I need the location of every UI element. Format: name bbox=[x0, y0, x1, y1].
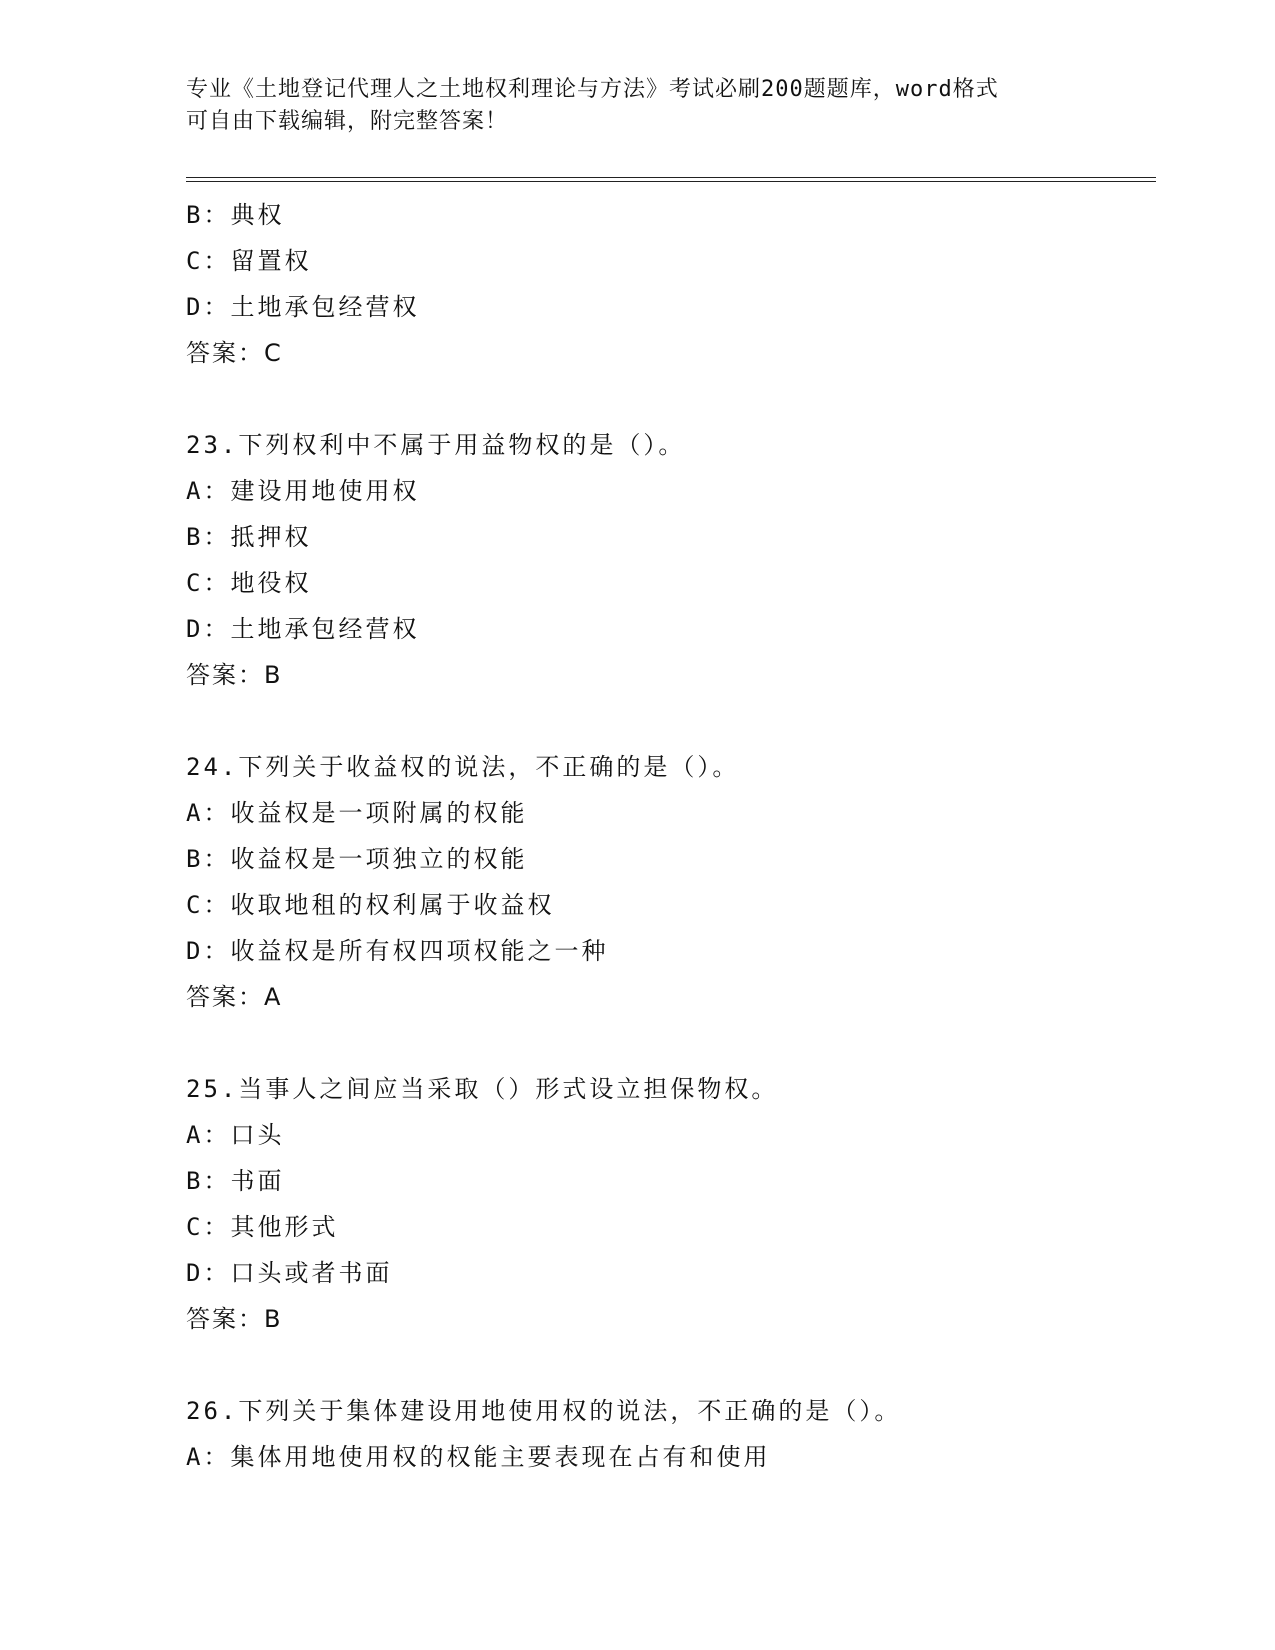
header-divider-bottom bbox=[186, 181, 1156, 182]
question-block-26 bbox=[186, 1388, 1156, 1480]
option-c: C：留置权 bbox=[186, 247, 312, 275]
option-b: B：书面 bbox=[186, 1167, 285, 1195]
option-b: B：收益权是一项独立的权能 bbox=[186, 845, 528, 873]
header-line-1: 专业《土地登记代理人之土地权利理论与方法》考试必刷200题题库，word格式 bbox=[186, 77, 999, 102]
header-divider-top bbox=[186, 177, 1156, 178]
option-c: C：地役权 bbox=[186, 569, 312, 597]
question-stem: 23.下列权利中不属于用益物权的是（）。 bbox=[186, 431, 686, 459]
question-list bbox=[186, 192, 1156, 1480]
option-d: D：收益权是所有权四项权能之一种 bbox=[186, 937, 609, 965]
answer-line: 答案：A bbox=[186, 983, 283, 1011]
answer-line: 答案：B bbox=[186, 661, 283, 689]
question-block-24 bbox=[186, 744, 1156, 1020]
option-c: C：收取地租的权利属于收益权 bbox=[186, 891, 555, 919]
answer-line: 答案：B bbox=[186, 1305, 283, 1333]
option-c: C：其他形式 bbox=[186, 1213, 339, 1241]
option-d: D：土地承包经营权 bbox=[186, 293, 420, 321]
option-b: B：抵押权 bbox=[186, 523, 312, 551]
question-block-23 bbox=[186, 422, 1156, 698]
question-block-25 bbox=[186, 1066, 1156, 1342]
option-b: B：典权 bbox=[186, 201, 285, 229]
header-line-2: 可自由下载编辑，附完整答案！ bbox=[186, 109, 509, 134]
option-a: A：建设用地使用权 bbox=[186, 477, 420, 505]
option-a: A：集体用地使用权的权能主要表现在占有和使用 bbox=[186, 1443, 771, 1471]
question-stem: 26.下列关于集体建设用地使用权的说法，不正确的是（）。 bbox=[186, 1397, 902, 1425]
question-block-22-continued bbox=[186, 192, 1156, 376]
option-a: A：口头 bbox=[186, 1121, 285, 1149]
question-stem: 25.当事人之间应当采取（）形式设立担保物权。 bbox=[186, 1075, 779, 1103]
option-a: A：收益权是一项附属的权能 bbox=[186, 799, 528, 827]
option-d: D：口头或者书面 bbox=[186, 1259, 393, 1287]
document-header bbox=[186, 74, 1086, 138]
answer-line: 答案：C bbox=[186, 339, 283, 367]
option-d: D：土地承包经营权 bbox=[186, 615, 420, 643]
question-stem: 24.下列关于收益权的说法，不正确的是（）。 bbox=[186, 753, 740, 781]
